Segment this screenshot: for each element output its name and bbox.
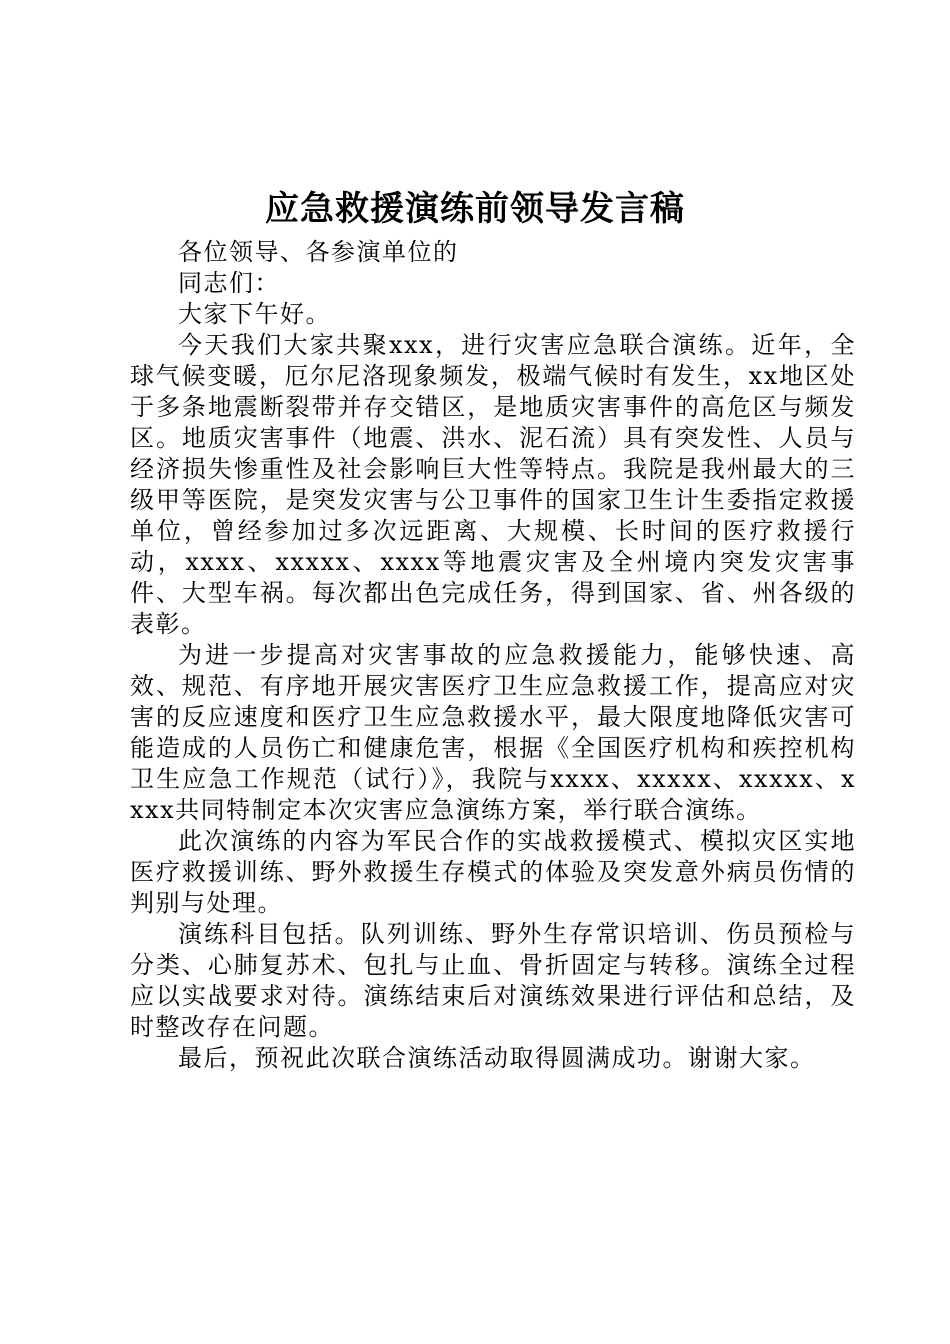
content-paragraph: 此次演练的内容为军民合作的实战救援模式、模拟灾区实地医疗救援训练、野外救援生存模式的体验及突发意外病员伤情的判别与处理。 xyxy=(130,827,856,917)
background-paragraph: 今天我们大家共聚xxx，进行灾害应急联合演练。近年，全球气候变暖，厄尔尼洛现象频发，极端气候时有发生，xx地区处于多条地震断裂带并存交错区，是地质灾害事件的高危区与频发区。地质灾害事件（地震、洪水、泥石流）具有突发性、人员与经济损失惨重性及社会影响巨大性等特点。我院是我州最大的三级甲等医院，是突发灾害与公卫事件的国家卫生计生委指定救援单位，曾经参加过多次远距离、大规模、长时间的医疗救援行动，xxxx、xxxxx、xxxx等地震灾害及全州境内突发灾害事件、大型车祸。每次都出色完成任务，得到国家、省、州各级的表彰。 xyxy=(130,331,856,638)
subjects-paragraph: 演练科目包括。队列训练、野外生存常识培训、伤员预检与分类、心肺复苏术、包扎与止血、骨折固定与转移。演练全过程应以实战要求对待。演练结束后对演练效果进行评估和总结，及时整改存在问题。 xyxy=(130,920,856,1041)
greeting-paragraph: 大家下午好。 xyxy=(178,300,331,328)
salutation-line-2: 同志们： xyxy=(178,269,280,297)
document-title: 应急救援演练前领导发言稿 xyxy=(265,189,685,229)
purpose-paragraph: 为进一步提高对灾害事故的应急救援能力，能够快速、高效、规范、有序地开展灾害医疗卫生应急救援工作，提高应对灾害的反应速度和医疗卫生应急救援水平，最大限度地降低灾害可能造成的人员伤亡和健康危害，根据《全国医疗机构和疾控机构卫生应急工作规范（试行）》，我院与xxxx、xxxxx、xxxxx、xxxx共同特制定本次灾害应急演练方案，举行联合演练。 xyxy=(130,641,856,824)
closing-paragraph: 最后，预祝此次联合演练活动取得圆满成功。谢谢大家。 xyxy=(178,1044,816,1072)
document-body xyxy=(130,237,856,1074)
salutation-line-1: 各位领导、各参演单位的 xyxy=(178,238,459,266)
